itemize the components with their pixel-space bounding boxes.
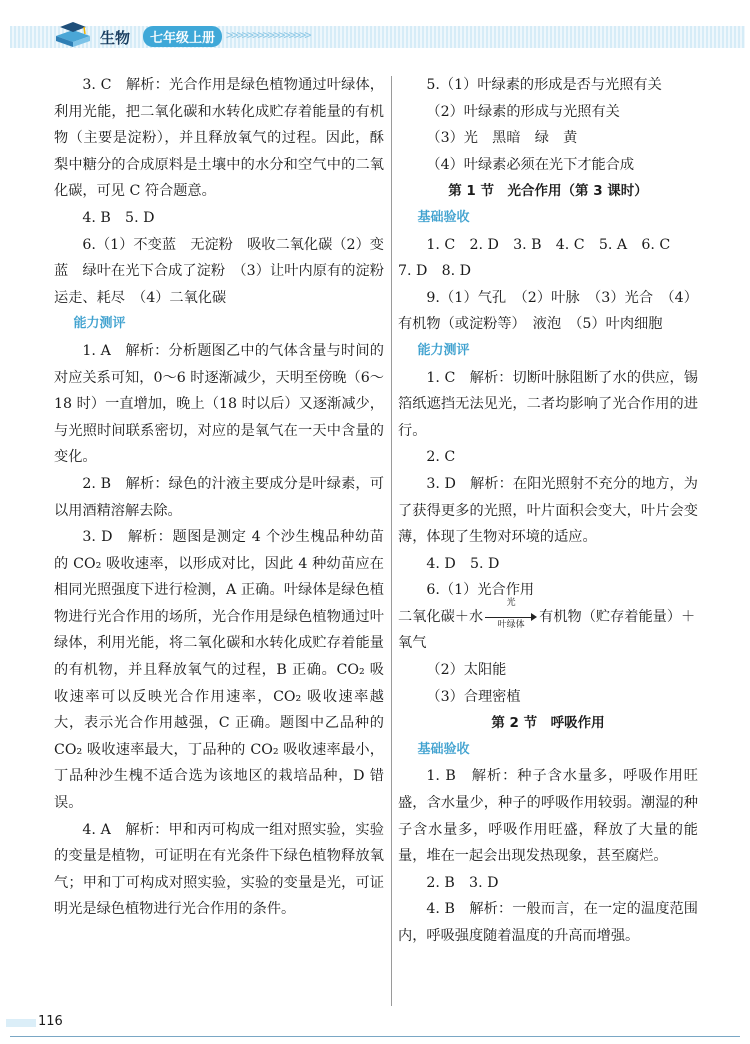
page-header [0,0,750,54]
bottom-rule [10,1036,740,1037]
section-title: 第 1 节 光合作用（第 3 课时） [448,183,648,200]
answer-paragraph: 3. D 解析：题图是测定 4 个沙生槐品种幼苗的 CO₂ 吸收速率，以形成对比，因此 4 种幼苗应在相同光照强度下进行检测，A 正确。叶绿体是绿色植物进行光合作用的场所，光合作用是绿色植物通过叶绿体，利用光能，将二氧化碳和水转化成贮存着能量的有机物，并且释放氧气的过程，B 正确。CO₂ 吸收速率可以反映光合作用速率，CO₂ 吸收速率越大，表示光合作用越强，C 正确。题图中乙品种的 CO₂ 吸收速率最大，丁品种的 CO₂ 吸收速率最小，丁品种沙生槐不适合选为该地区的栽培品种，D 错误。 [54,529,384,812]
section-title: 第 2 节 呼吸作用 [491,715,605,732]
answer-paragraph: （2）太阳能 [426,662,507,679]
arrow-condition-top: 光 [506,597,516,608]
chemical-equation [398,597,698,631]
answer-paragraph: （3）合理密植 [426,688,521,705]
answer-paragraph: （4）叶绿素必须在光下才能合成 [426,156,635,173]
right-column [398,72,698,950]
answer-paragraph: 3. C 解析：光合作用是绿色植物通过叶绿体，利用光能，把二氧化碳和水转化成贮存着能量的有机物（主要是淀粉），并且释放氧气的过程。因此，酥梨中糖分的合成原料是土壤中的水分和空气中的二氧化碳，可见 C 符合题意。 [54,77,384,200]
answer-paragraph: 氧气 [398,635,427,652]
answer-paragraph: 7. D 8. D [398,263,472,280]
answer-paragraph: 2. B 3. D [426,874,499,891]
page-number-bar [6,1019,36,1027]
equation-products: 有机物（贮存着能量）＋ [539,608,696,625]
answer-paragraph: 2. C [426,449,456,466]
answer-paragraph: 1. C 2. D 3. B 4. C 5. A 6. C [426,236,671,253]
answer-paragraph: （2）叶绿素的形成与光照有关 [426,103,620,120]
answer-paragraph: 1. B 解析：种子含水量多，呼吸作用旺盛，含水量少，种子的呼吸作用较弱。潮湿的种子含水量多，呼吸作用旺盛，释放了大量的能量，堆在一起会出现发热现象，甚至腐烂。 [398,768,698,865]
subject-label: 生物 [100,29,131,47]
page-number: 116 [38,1014,63,1029]
subsection-heading: 能力测评 [417,342,470,358]
answer-paragraph: 2. B 解析：绿色的汁液主要成分是叶绿素，可以用酒精溶解去除。 [54,475,384,519]
reaction-arrow [485,597,537,630]
answer-paragraph: 6.（1）光合作用 [426,582,535,599]
answer-paragraph: 6.（1）不变蓝 无淀粉 吸收二氧化碳（2）变蓝 绿叶在光下合成了淀粉 （3）让叶内原有的淀粉运走、耗尽 （4）二氧化碳 [54,236,384,306]
answer-paragraph: 4. D 5. D [426,555,500,572]
answer-paragraph: 9.（1）气孔 （2）叶脉 （3）光合 （4）有机物（或淀粉等） 液泡 （5）叶肉细胞 [398,289,698,333]
grade-badge: 七年级上册 [143,26,222,47]
answer-paragraph: 4. B 解析：一般而言，在一定的温度范围内，呼吸强度随着温度的升高而增强。 [398,901,698,944]
column-divider [391,76,392,1006]
subsection-heading: 基础验收 [417,741,470,757]
answer-paragraph: 5.（1）叶绿素的形成是否与光照有关 [426,77,662,93]
answer-paragraph: 1. C 解析：切断叶脉阻断了水的供应，锡箔纸遮挡无法见光，二者均影响了光合作用的进行。 [398,369,698,439]
answer-paragraph: 4. A 解析：甲和丙可构成一组对照实验，实验的变量是植物，可证明在有光条件下绿色植物释放氧气；甲和丁可构成对照实验，实验的变量是光，可证明光是绿色植物进行光合作用的条件。 [54,821,384,918]
subsection-heading: 基础验收 [417,209,470,225]
answer-paragraph: 4. B 5. D [82,209,155,226]
book-graduation-cap-icon [54,18,92,48]
answer-paragraph: （3）光 黑暗 绿 黄 [426,130,578,147]
answer-paragraph: 3. D 解析：在阳光照射不充分的地方，为了获得更多的光照，叶片面积会变大，叶片会变薄，体现了生物对环境的适应。 [398,475,698,546]
answer-paragraph: 1. A 解析：分析题图乙中的气体含量与时间的对应关系可知，0～6 时逐渐减少，天明至傍晚（6～18 时）一直增加，晚上（18 时以后）又逐渐减少，与光照时间联系密切，对应的是氧气在一天中含量的变化。 [54,342,384,466]
left-column [54,72,384,923]
header-arrows-decoration: >>>>>>>>>>>>>>>> [226,28,310,42]
arrow-condition-bottom: 叶绿体 [497,619,525,630]
equation-reactants: 二氧化碳＋水 [398,608,484,625]
subsection-heading: 能力测评 [73,316,126,332]
